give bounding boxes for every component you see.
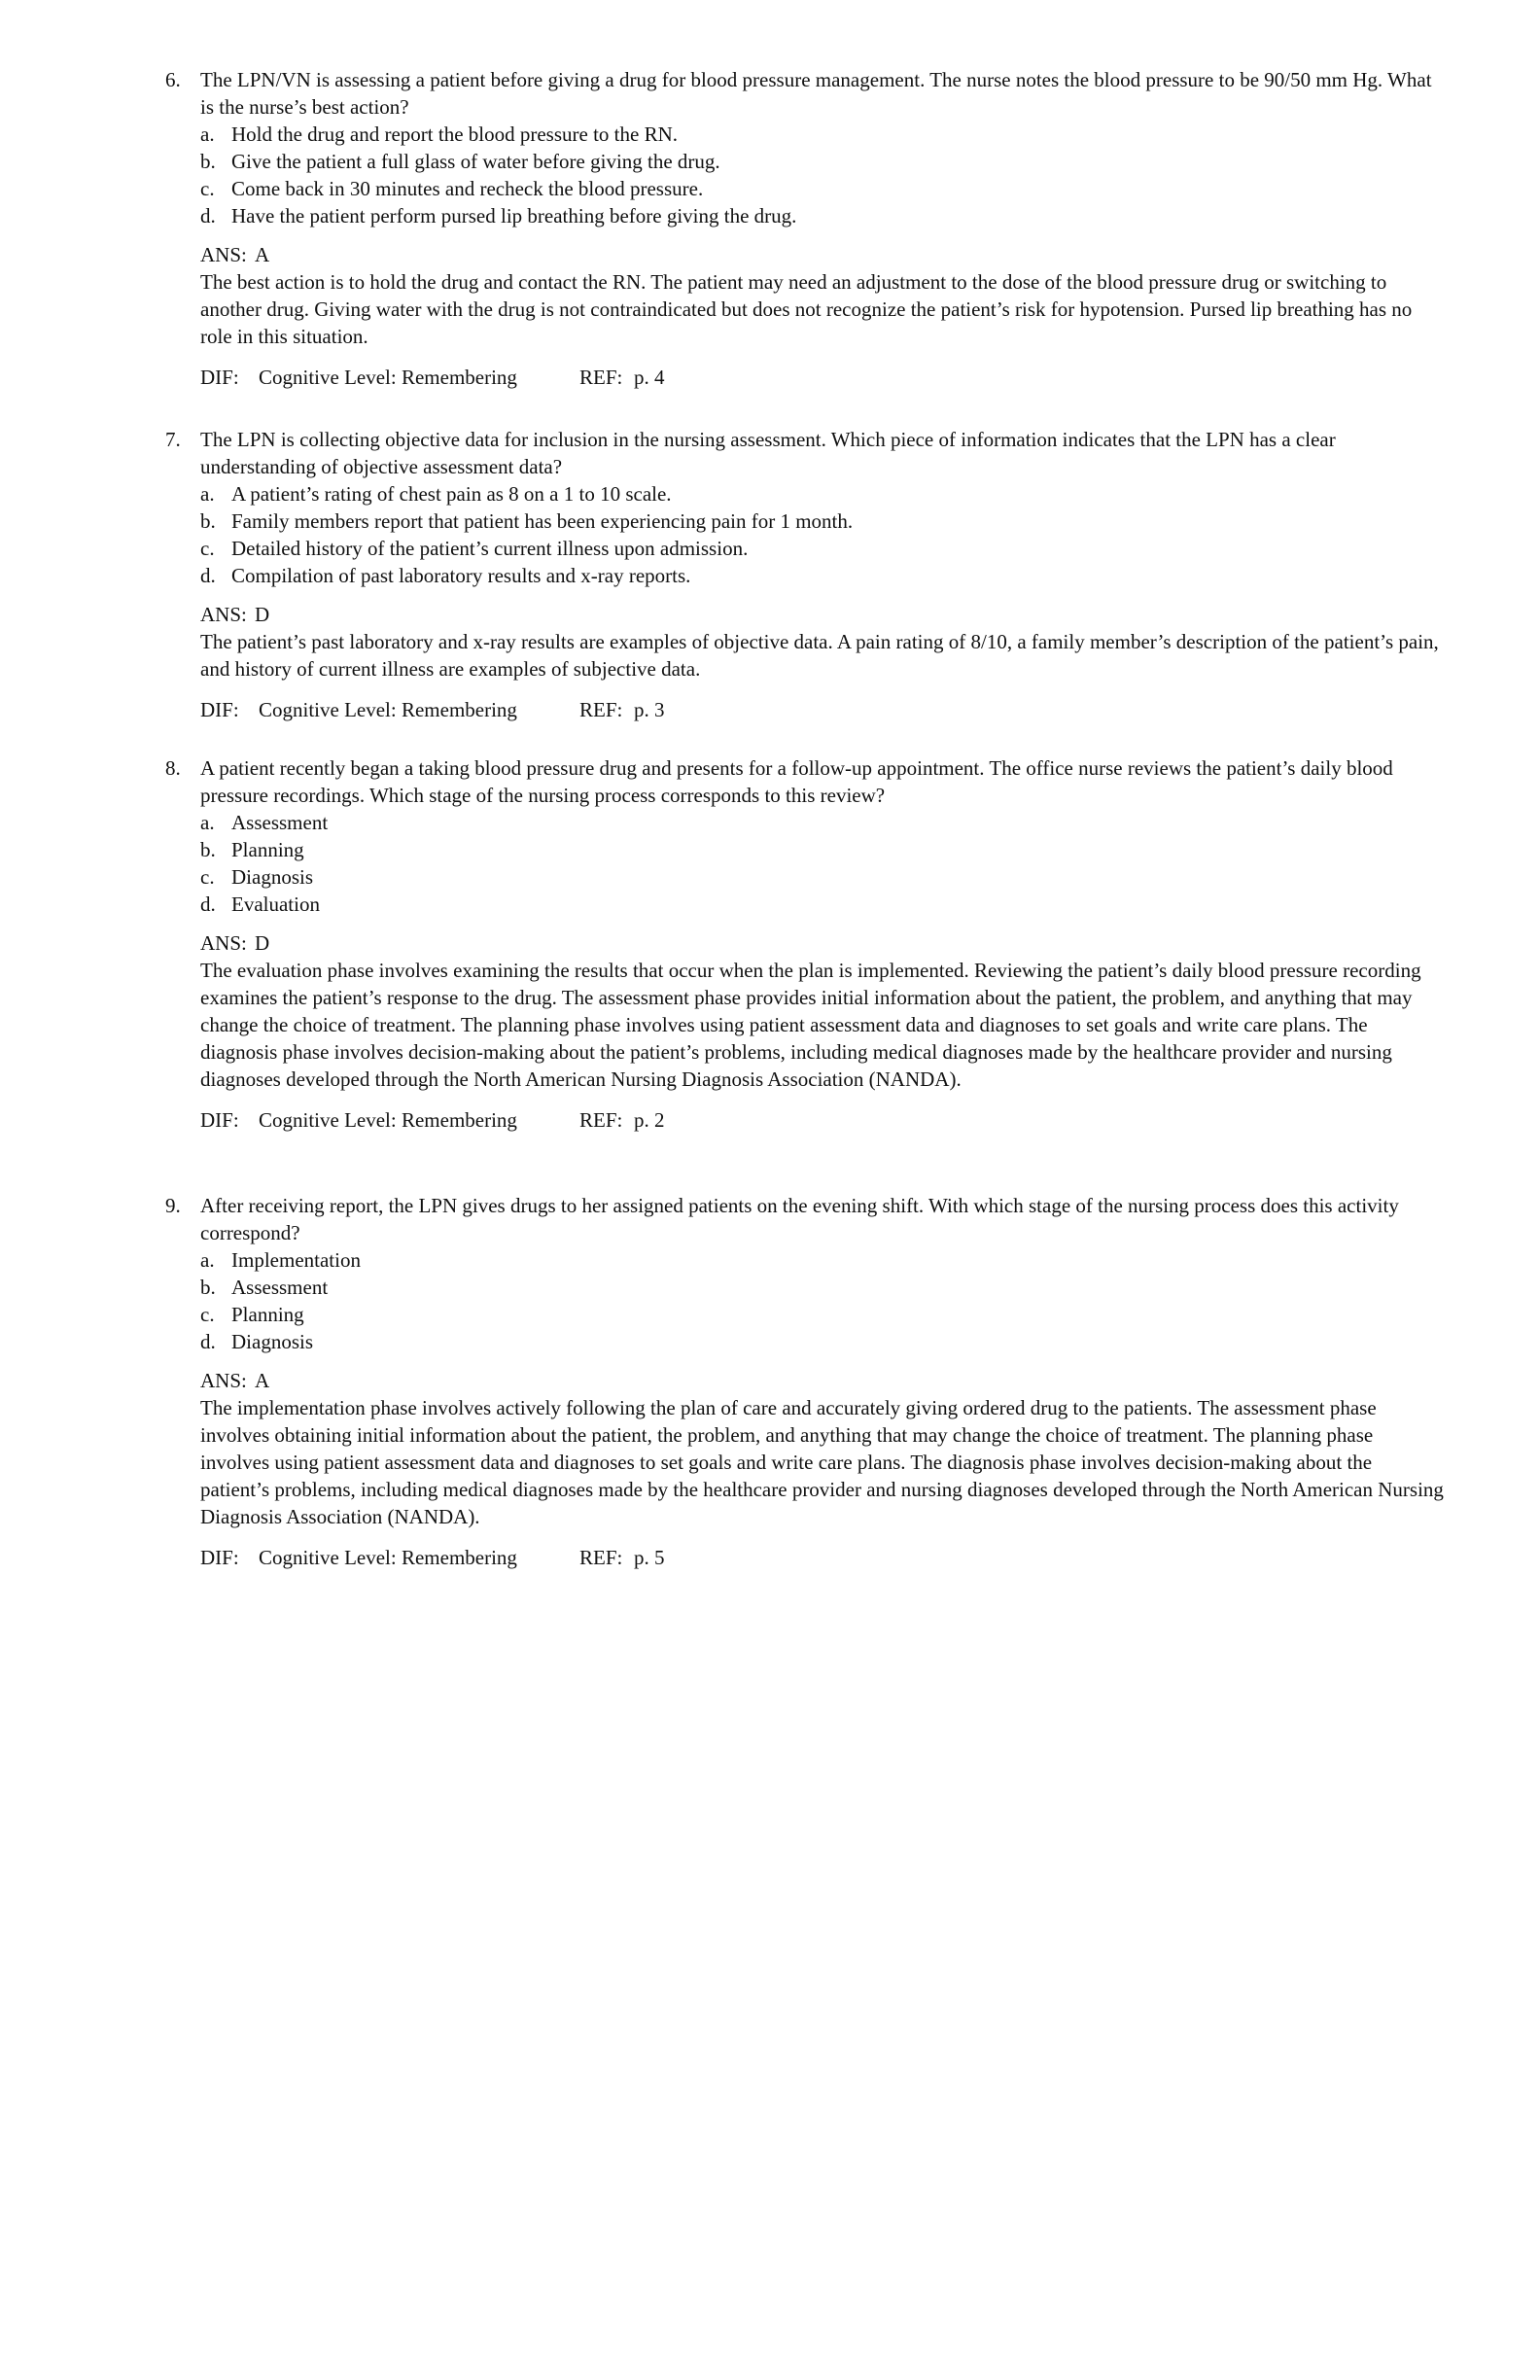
option-a [200,480,1444,508]
question-meta [200,364,1444,391]
answer-options [200,809,1444,918]
option-letter: a. [200,811,215,834]
option-text: Have the patient perform pursed lip breathing before giving the drug. [231,204,797,228]
option-a [200,1246,1444,1274]
answer-value: D [255,603,270,626]
difficulty-label: DIF: [200,1546,239,1569]
option-text: Implementation [231,1248,361,1272]
option-d [200,891,1444,918]
option-c [200,1301,1444,1328]
option-letter: b. [200,838,216,861]
reference-value: p. 5 [634,1546,665,1569]
option-letter: b. [200,150,216,173]
option-text: Assessment [231,1276,329,1299]
reference-value: p. 4 [634,366,665,389]
reference-label: REF: [579,698,623,721]
difficulty-label: DIF: [200,366,239,389]
difficulty-value: Cognitive Level: Remembering [259,1108,517,1132]
difficulty-label: DIF: [200,1108,239,1132]
option-d [200,562,1444,589]
option-text: Assessment [231,811,329,834]
reference-label: REF: [579,366,623,389]
option-c [200,863,1444,891]
answer-key [200,241,1444,268]
option-b [200,508,1444,535]
option-b [200,1274,1444,1301]
question-number: 6. [165,68,181,91]
option-letter: d. [200,892,216,916]
option-d [200,1328,1444,1355]
answer-rationale: The evaluation phase involves examining the results that occur when the plan is implemented. Reviewing the patient’s daily blood pressure recording examines the patient’s response to the drug. The assessment phase provides initial information about the patient, the problem, and anything that may change the choice of treatment. The planning phase involves using patient assessment data and diagnoses to set goals and write care plans. The diagnosis phase involves decision-making about the patient’s problems, including medical diagnoses made by the healthcare provider and nursing diagnoses developed through the North American Nursing Diagnosis Association (NANDA). [200,959,1421,1091]
question-8 [165,754,1444,1134]
option-letter: a. [200,122,215,146]
option-letter: c. [200,1303,215,1326]
question-7 [165,426,1444,723]
difficulty-value: Cognitive Level: Remembering [259,366,517,389]
reference-value: p. 2 [634,1108,665,1132]
option-letter: c. [200,865,215,889]
question-meta [200,696,1444,723]
question-number: 7. [165,428,181,451]
option-d [200,202,1444,229]
question-number: 8. [165,756,181,780]
answer-options [200,1246,1444,1355]
option-text: Diagnosis [231,1330,313,1353]
question-stem: The LPN/VN is assessing a patient before giving a drug for blood pressure management. The nurse notes the blood pressure to be 90/50 mm Hg. What is the nurse’s best action? [200,68,1432,119]
answer-rationale: The patient’s past laboratory and x-ray results are examples of objective data. A pain rating of 8/10, a family member’s description of the patient’s pain, and history of current illness are examples of subjective data. [200,630,1439,681]
option-text: Compilation of past laboratory results and x-ray reports. [231,564,691,587]
difficulty-value: Cognitive Level: Remembering [259,1546,517,1569]
question-6 [165,66,1444,391]
question-stem: The LPN is collecting objective data for inclusion in the nursing assessment. Which piece of information indicates that the LPN has a clear understanding of objective assessment data? [200,428,1336,478]
answer-key [200,1367,1444,1394]
option-b [200,148,1444,175]
difficulty-value: Cognitive Level: Remembering [259,698,517,721]
difficulty-label: DIF: [200,698,239,721]
answer-options [200,121,1444,229]
option-a [200,809,1444,836]
option-text: Detailed history of the patient’s current illness upon admission. [231,537,749,560]
option-text: Hold the drug and report the blood pressure to the RN. [231,122,678,146]
answer-label: ANS: [200,1369,247,1392]
answer-options [200,480,1444,589]
question-stem-row [165,66,1444,121]
option-text: Evaluation [231,892,320,916]
question-meta [200,1106,1444,1134]
option-letter: b. [200,509,216,533]
option-letter: c. [200,537,215,560]
question-stem: After receiving report, the LPN gives drugs to her assigned patients on the evening shift. With which stage of the nursing process does this activity correspond? [200,1194,1399,1244]
option-letter: c. [200,177,215,200]
option-a [200,121,1444,148]
option-text: Give the patient a full glass of water before giving the drug. [231,150,720,173]
question-stem-row [165,754,1444,809]
question-stem-row [165,426,1444,480]
answer-key [200,929,1444,957]
answer-value: A [255,243,270,266]
option-b [200,836,1444,863]
answer-key [200,601,1444,628]
option-text: Come back in 30 minutes and recheck the blood pressure. [231,177,704,200]
option-letter: d. [200,1330,216,1353]
question-number: 9. [165,1194,181,1217]
option-letter: a. [200,482,215,506]
option-letter: d. [200,564,216,587]
question-stem-row [165,1192,1444,1246]
reference-value: p. 3 [634,698,665,721]
option-c [200,535,1444,562]
option-c [200,175,1444,202]
answer-rationale: The best action is to hold the drug and contact the RN. The patient may need an adjustment to the dose of the blood pressure drug or switching to another drug. Giving water with the drug is not contraindicated but does not recognize the patient’s risk for hypotension. Pursed lip breathing has no role in this situation. [200,270,1413,348]
question-stem: A patient recently began a taking blood pressure drug and presents for a follow-up appointment. The office nurse reviews the patient’s daily blood pressure recordings. Which stage of the nursing process corresponds to this review? [200,756,1393,807]
question-meta [200,1544,1444,1571]
option-letter: b. [200,1276,216,1299]
reference-label: REF: [579,1108,623,1132]
answer-label: ANS: [200,931,247,955]
option-text: Diagnosis [231,865,313,889]
answer-label: ANS: [200,603,247,626]
option-letter: a. [200,1248,215,1272]
option-text: A patient’s rating of chest pain as 8 on a 1 to 10 scale. [231,482,672,506]
option-text: Planning [231,1303,304,1326]
answer-label: ANS: [200,243,247,266]
reference-label: REF: [579,1546,623,1569]
answer-rationale: The implementation phase involves actively following the plan of care and accurately giving ordered drug to the patients. The assessment phase involves obtaining initial information about the patient, the problem, and anything that may change the choice of treatment. The planning phase involves using patient assessment data and diagnoses to set goals and write care plans. The diagnosis phase involves decision-making about the patient’s problems, including medical diagnoses made by the healthcare provider and nursing diagnoses developed through the North American Nursing Diagnosis Association (NANDA). [200,1396,1444,1528]
answer-value: A [255,1369,270,1392]
answer-value: D [255,931,270,955]
question-9 [165,1192,1444,1571]
option-text: Family members report that patient has been experiencing pain for 1 month. [231,509,854,533]
option-letter: d. [200,204,216,228]
option-text: Planning [231,838,304,861]
